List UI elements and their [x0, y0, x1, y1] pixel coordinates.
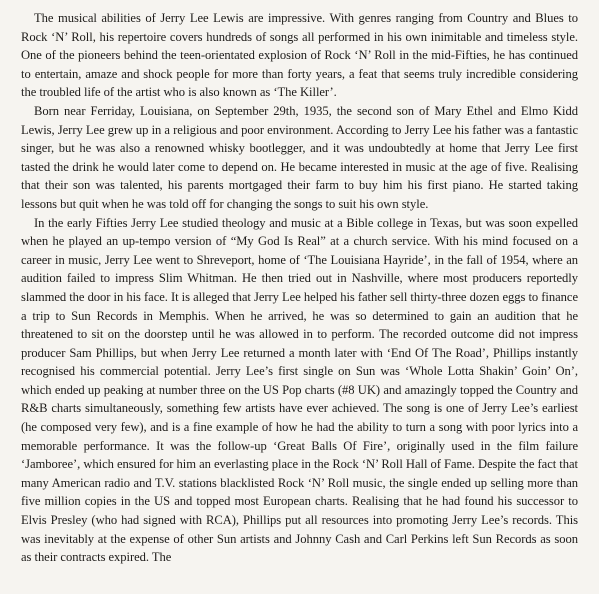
- paragraph-early-life: Born near Ferriday, Louisiana, on September 29th, 1935, the second son of Mary Ethel and Elmo Kidd Lewis, Jerry Lee grew up in a religious and poor environment. According to Jerry Lee his father was a fantastic singer, but he was also a renowned whisky bootlegger, and it was undoubtedly at home that Jerry Lee first tasted the drink he would later come to depend on. He became interested in music at the age of five. Realising that their son was talented, his parents mortgaged their farm to buy him his first piano. He started taking lessons but quit when he was told off for changing the songs to suit his own style.: [21, 103, 578, 211]
- paragraph-intro: The musical abilities of Jerry Lee Lewis are impressive. With genres ranging from Country and Blues to Rock ‘N’ Roll, his repertoire covers hundreds of songs all performed in his own inimitable and timeless style. One of the pioneers behind the teen-orientated explosion of Rock ‘N’ Roll in the mid-Fifties, he has continued to entertain, amaze and shock people for more than forty years, a feat that seems truly incredible considering the troubled life of the artist who is also known as ‘The Killer’.: [21, 11, 578, 100]
- paragraph-career: In the early Fifties Jerry Lee studied theology and music at a Bible college in Texas, but was soon expelled when he played an up-tempo version of “My God Is Real” at a church service. With his mind focused on a career in music, Jerry Lee went to Shreveport, home of ‘The Louisiana Hayride’, in the fall of 1954, where an audition failed to impress Slim Whitman. He then tried out in Nashville, where most producers reportedly slammed the door in his face. It is alleged that Jerry Lee helped his father sell thirty-three dozen eggs to finance a trip to Sun Records in Memphis. When he arrived, he was so determined to gain an audition that he threatened to sit on the doorstep until he was allowed in to perform. The recorded outcome did not impress producer Sam Phillips, but when Jerry Lee returned a month later with ‘End Of The Road’, Phillips instantly recognised his commercial potential. Jerry Lee’s first single on Sun was ‘Whole Lotta Shakin’ Goin’ On’, which ended up peaking at number three on the US Pop charts (#8 UK) and amazingly topped the Country and R&B charts simultaneously, something few artists have ever achieved. The song is one of Jerry Lee’s earliest (he composed very few), and is a fine example of how he had the ability to turn a song with poor lyrics into a memorable performance. It was the follow-up ‘Great Balls Of Fire’, originally used in the film failure ‘Jamboree’, which ensured for him an everlasting place in the Rock ‘N’ Roll Hall of Fame. Despite the fact that many American radio and T.V. stations blacklisted Rock ‘N’ Roll music, the single ended up selling more than five million copies in the US and topped most European charts. Realising that he had found his successor to Elvis Presley (who had signed with RCA), Phillips put all resources into promoting Jerry Lee’s records. This was inevitably at the expense of other Sun artists and Johnny Cash and Carl Perkins left Sun Records as soon as their contracts expired. The: [21, 215, 578, 565]
